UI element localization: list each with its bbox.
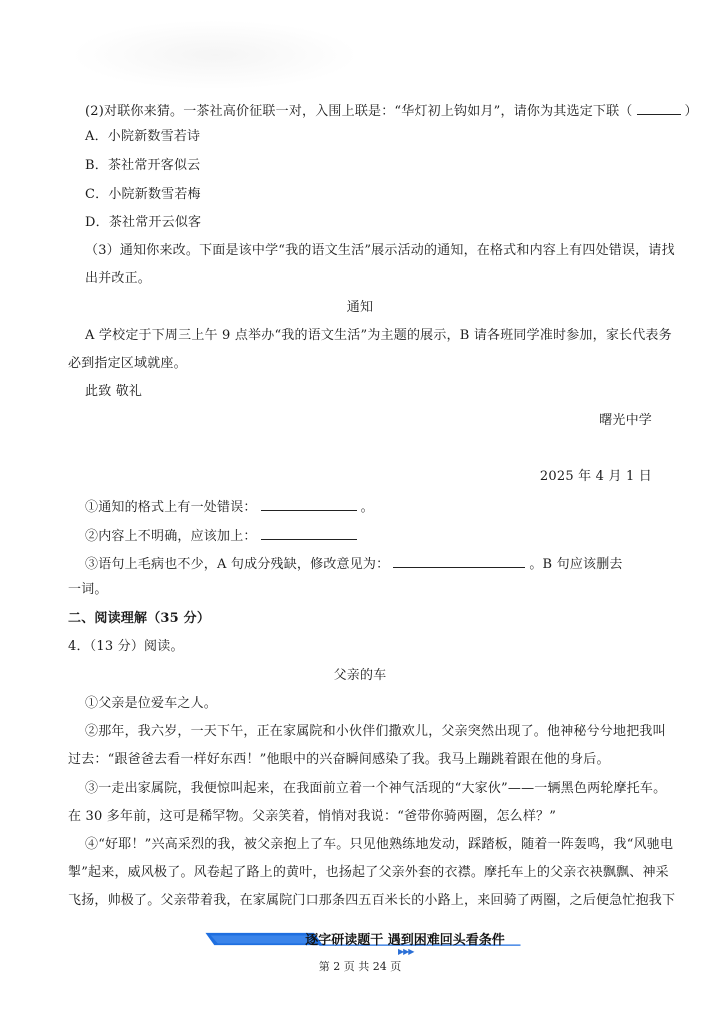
answer-3-line2: 一词。 — [68, 582, 108, 597]
article-p4-line1: ④“好耶！”兴高采烈的我，被父亲抱上了车。只见他熟练地发动，踩踏板，随着一阵轰鸣，我“风驰电 — [85, 837, 674, 852]
q3-stem-line1: （3）通知你来改。下面是该中学“我的语文生活”展示活动的通知，在格式和内容上有四处错误，请找 — [85, 243, 675, 258]
q3-stem-line2: 出并改正。 — [85, 271, 152, 286]
article-p2-line2: 过去：“跟爸爸去看一样好东西！”他眼中的兴奋瞬间感染了我。我马上蹦跳着跟在他的身后。 — [68, 752, 610, 767]
article-title: 父亲的车 — [333, 668, 387, 683]
answer-1-label: ①通知的格式上有一处错误： — [85, 500, 257, 515]
article-p3-line2: 在 30 多年前，这可是稀罕物。父亲笑着，悄悄对我说：“爸带你骑两圈，怎么样？” — [68, 809, 557, 824]
q2-option-c: C．小院新数雪若梅 — [85, 187, 201, 202]
q2-stem-text: (2)对联你来猜。一茶社高价征联一对，入围上联是：“华灯初上钩如月”，请你为其选定下联（ — [85, 104, 633, 119]
q2-option-b: B．茶社常开客似云 — [85, 158, 201, 173]
q2-option-a: A．小院新数雪若诗 — [85, 129, 201, 144]
article-p1: ①父亲是位爱车之人。 — [85, 696, 218, 711]
notice-salutation: 此致 敬礼 — [85, 384, 143, 399]
answer-1 — [85, 496, 374, 518]
answer-1-end: 。 — [360, 500, 374, 515]
answer-2 — [85, 525, 361, 547]
footer-arrows-icon: ▶▶▶ — [398, 947, 414, 956]
notice-date: 2025 年 4 月 1 日 — [539, 469, 652, 484]
article-p3-line1: ③一走出家属院，我便惊叫起来，在我面前立着一个神气活现的“大家伙”——一辆黑色两轮摩托车。 — [85, 781, 667, 796]
section-heading: 二、阅读理解（35 分） — [68, 611, 211, 626]
notice-body-line1: A 学校定于下周三上午 9 点举办“我的语文生活”为主题的展示，B 请各班同学准时参加，家长代表务 — [85, 328, 672, 343]
notice-signature: 曙光中学 — [599, 413, 652, 428]
page-number: 第 2 页 共 24 页 — [318, 960, 402, 973]
notice-title: 通知 — [346, 300, 374, 315]
notice-body-line2: 必到指定区域就座。 — [68, 356, 187, 371]
footer-slogan: 逐字研读题干 遇到困难回头看条件 — [305, 933, 505, 948]
q2-stem — [85, 100, 698, 122]
answer-3 — [85, 553, 623, 575]
scan-smudge — [70, 20, 360, 90]
answer-1-blank[interactable] — [261, 496, 357, 511]
article-p4-line3: 飞扬，帅极了。父亲带着我，在家属院门口那条四五百米长的小路上，来回骑了两圈，之后便急忙抱我下 — [68, 893, 676, 908]
q2-stem-end: ） — [684, 104, 698, 119]
article-p2-line1: ②那年，我六岁，一天下午，正在家属院和小伙伴们撒欢儿，父亲突然出现了。他神秘兮兮地把我叫 — [85, 724, 666, 739]
answer-3-blank[interactable] — [393, 553, 525, 568]
answer-3-label: ③语句上毛病也不少，A 句成分残缺，修改意见为： — [85, 557, 390, 572]
article-p4-line2: 掣”起来，威风极了。风卷起了路上的黄叶，也扬起了父亲外套的衣襟。摩托车上的父亲衣袂飘飘、神采 — [68, 865, 669, 880]
answer-2-blank[interactable] — [261, 525, 357, 540]
answer-2-label: ②内容上不明确，应该加上： — [85, 529, 257, 544]
q2-option-d: D．茶社常开云似客 — [85, 215, 202, 230]
answer-3-end: 。B 句应该删去 — [529, 557, 623, 572]
q2-answer-blank[interactable] — [637, 100, 681, 115]
q4-stem: 4．（13 分）阅读。 — [68, 639, 184, 654]
